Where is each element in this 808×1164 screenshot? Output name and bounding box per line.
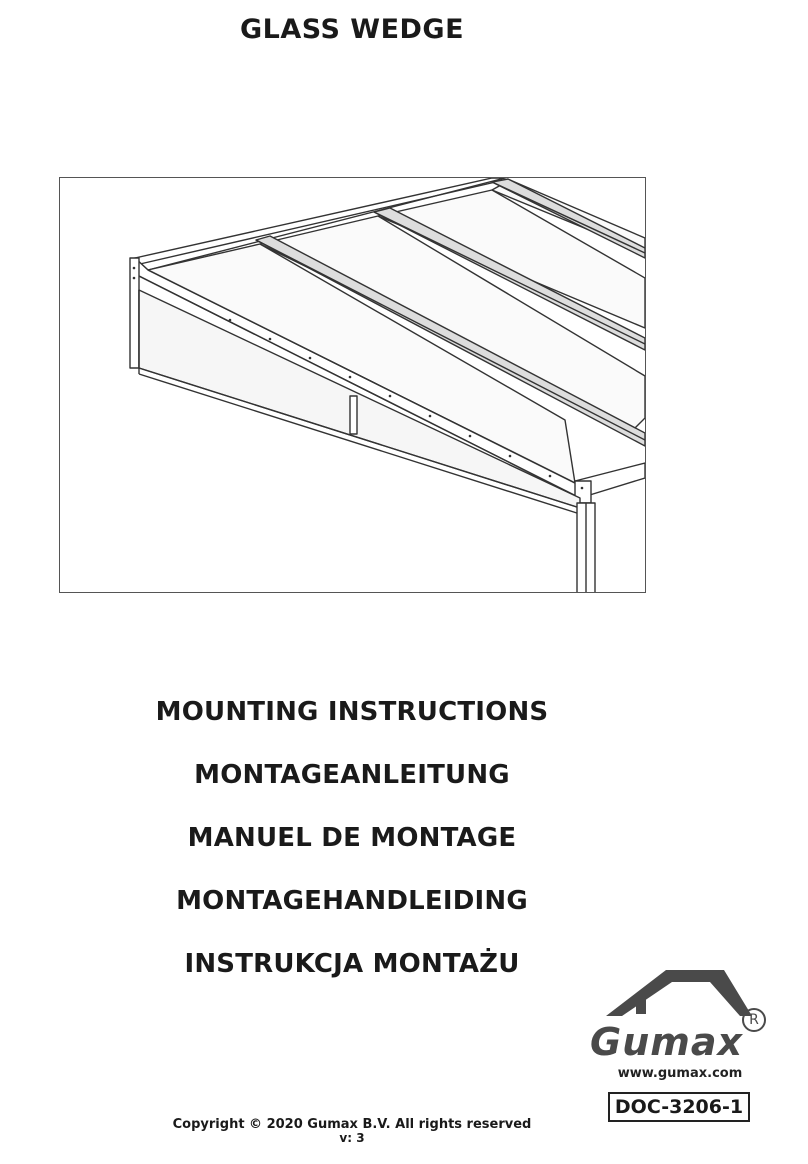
gumax-logo: [584, 968, 774, 1063]
heading-french: MANUEL DE MONTAGE: [187, 823, 517, 853]
instruction-headings: [0, 690, 704, 1005]
heading-polish: INSTRUKCJA MONTAŻU: [184, 949, 520, 979]
copyright-notice: Copyright © 2020 Gumax B.V. All rights reserved: [172, 1117, 532, 1132]
heading-dutch: MONTAGEHANDLEIDING: [176, 886, 528, 916]
heading-german: MONTAGEANLEITUNG: [194, 760, 510, 790]
heading-english: MOUNTING INSTRUCTIONS: [155, 697, 549, 727]
website-url: www.gumax.com: [617, 1066, 743, 1081]
product-title: GLASS WEDGE: [239, 14, 465, 45]
doc-number: DOC-3206-1: [608, 1092, 750, 1122]
product-illustration: [59, 177, 646, 593]
version-label: v: 3: [339, 1131, 365, 1145]
brand-name: Gumax: [590, 1020, 743, 1064]
registered-mark: R: [742, 1008, 766, 1032]
